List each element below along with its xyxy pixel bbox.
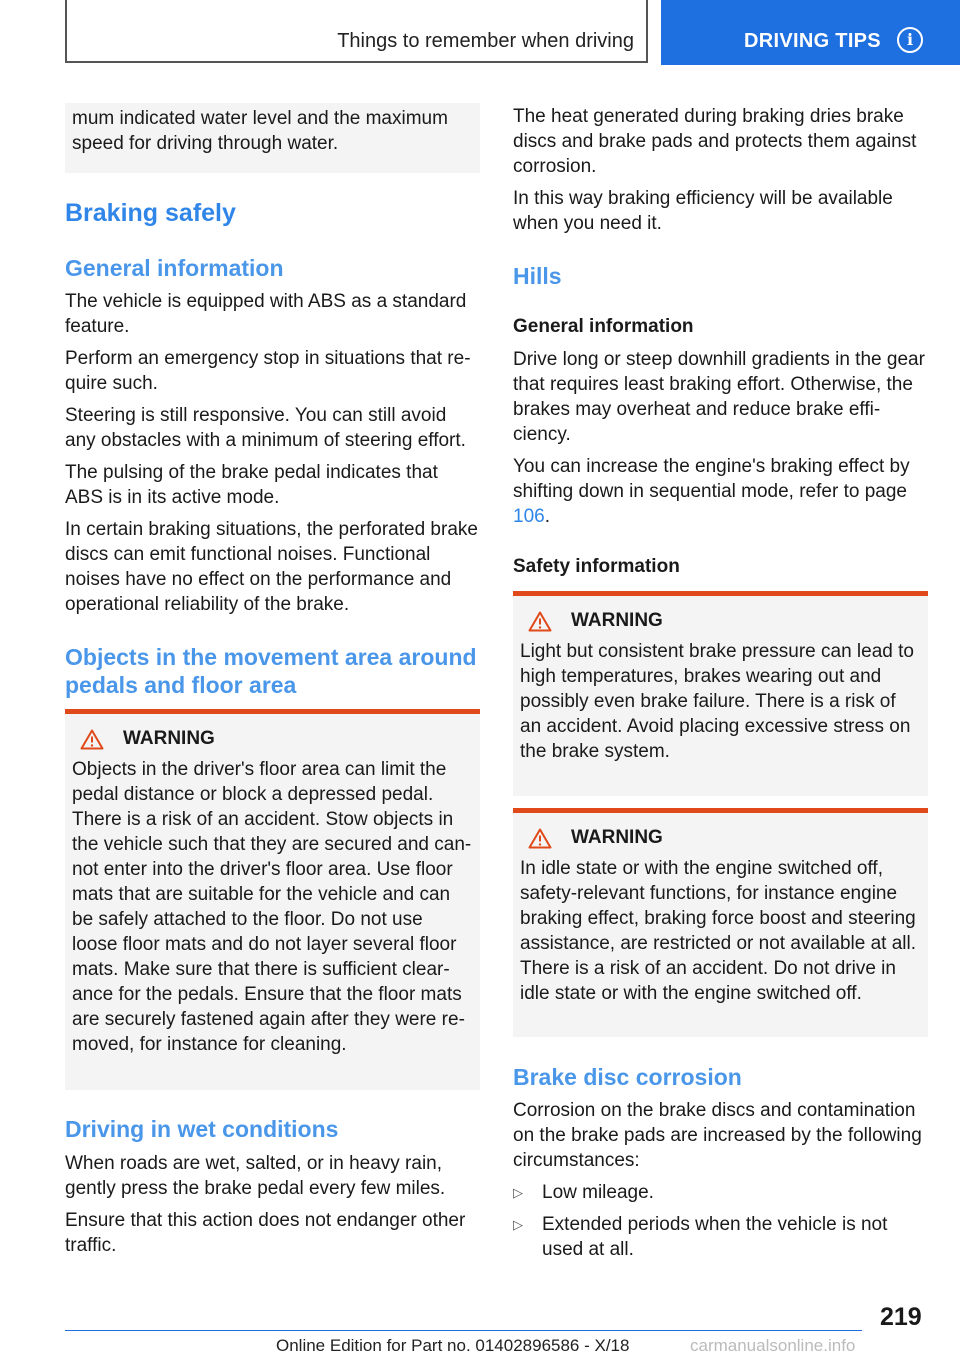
page-number: 219 (880, 1303, 922, 1331)
note-box (65, 103, 480, 173)
warning-box-idle-state (513, 808, 928, 1037)
paragraph: In this way braking efficiency will be available when you need it. (513, 188, 893, 234)
warning-label: WARNING (571, 827, 663, 848)
hills-general-title: General information (513, 316, 694, 337)
page-link[interactable]: 106 (513, 506, 545, 527)
header-section-box (65, 0, 648, 63)
subsection-title-wet: Driving in wet conditions (65, 1116, 339, 1142)
list-item: ▷ Low mileage. (513, 1182, 654, 1203)
warning-box-objects (65, 709, 480, 1090)
paragraph: When roads are wet, salted, or in heavy rain, gently press the brake pedal every few miles. (65, 1153, 446, 1199)
warning-text: In idle state or with the engine switched off, safety-relevant functions, for instance engine braking effect, braking force boost and steering assistance, are restricted or not available at all. There is a risk of an accident. Do not drive in idle state or with the engine switched off. (520, 858, 917, 1004)
triangle-right-icon: ▷ (513, 1217, 523, 1232)
warning-header (520, 827, 921, 849)
paragraph: The heat generated during braking dries brake discs and brake pads and protects them against corrosion. (513, 106, 917, 177)
watermark: carmanualsonline.info (690, 1336, 856, 1355)
paragraph: In certain braking situations, the perforated brake discs can emit functional noises. Functional noises have no effect on the performance and operational reliability of the brake. (65, 519, 478, 615)
paragraph-text: You can increase the engine's braking effect by shifting down in sequential mode, refer to page (513, 456, 910, 502)
warning-header (72, 728, 473, 750)
warning-triangle-icon (80, 729, 104, 750)
general-info-text (65, 289, 480, 617)
list-item: ▷ Extended periods when the vehicle is not used at all. (513, 1214, 888, 1260)
triangle-right-icon: ▷ (513, 1185, 523, 1200)
subsection-title-corrosion: Brake disc corrosion (513, 1064, 742, 1090)
footer-divider (65, 1330, 862, 1331)
corrosion-text-block (513, 1098, 928, 1269)
paragraph: Corrosion on the brake discs and contamination on the brake pads are increased by the following circumstances: (513, 1100, 922, 1171)
section-title-braking: Braking safely (65, 199, 236, 227)
safety-info-title: Safety information (513, 556, 680, 577)
warning-header (520, 610, 921, 632)
warning-label: WARNING (571, 610, 663, 631)
footer-edition: Online Edition for Part no. 01402896586 - X/18 (276, 1336, 630, 1355)
paragraph: Perform an emergency stop in situations that require such. (65, 348, 471, 394)
warning-box-brake-pressure (513, 591, 928, 796)
warning-label: WARNING (123, 728, 215, 749)
paragraph: The vehicle is equipped with ABS as a standard feature. (65, 291, 467, 337)
paragraph: The pulsing of the brake pedal indicates that ABS is in its active mode. (65, 462, 438, 508)
info-icon: i (897, 27, 923, 53)
hills-text (513, 347, 928, 529)
braking-heat-text (513, 104, 928, 236)
paragraph: Steering is still responsive. You can still avoid any obstacles with a minimum of steering effort. (65, 405, 466, 451)
paragraph: You can increase the engine's braking effect by shifting down in sequential mode, refer to page 106. (513, 456, 910, 527)
note-text: mum indicated water level and the maximum speed for driving through water. (72, 108, 448, 154)
warning-triangle-icon (528, 828, 552, 849)
header-chapter-box (661, 0, 960, 65)
subsection-title-hills: Hills (513, 263, 562, 289)
paragraph: Drive long or steep downhill gradients in the gear that requires least braking effort. Otherwise, the brakes may overheat and reduce brake efficiency. (513, 349, 925, 445)
warning-triangle-icon (528, 611, 552, 632)
paragraph: Ensure that this action does not endanger other traffic. (65, 1210, 466, 1256)
subsection-title-objects: Objects in the movement area around pedals and floor area (65, 644, 477, 698)
wet-conditions-text (65, 1151, 480, 1258)
subsection-title-general: General information (65, 255, 284, 281)
header-section-title: Things to remember when driving (337, 30, 634, 52)
corrosion-list (513, 1180, 928, 1262)
header-chapter-title: DRIVING TIPS (744, 30, 881, 52)
warning-text: Objects in the driver's floor area can limit the pedal distance or block a depressed pedal. There is a risk of an accident. Stow objects in the vehicle such that they are secured and cannot enter into the driver's floor area. Use floor mats that are suitable for the vehicle and can be safely attached to the floor. Do not use loose floor mats and do not layer several floor mats. Make sure that there is sufficient clearance for the pedals. Ensure that the floor mats are securely fastened again after they were removed, for instance for cleaning. (72, 759, 472, 1055)
warning-text: Light but consistent brake pressure can lead to high temperatures, brakes wearing out and possibly even brake failure. There is a risk of an accident. Avoid placing excessive stress on the brake system. (520, 641, 914, 762)
